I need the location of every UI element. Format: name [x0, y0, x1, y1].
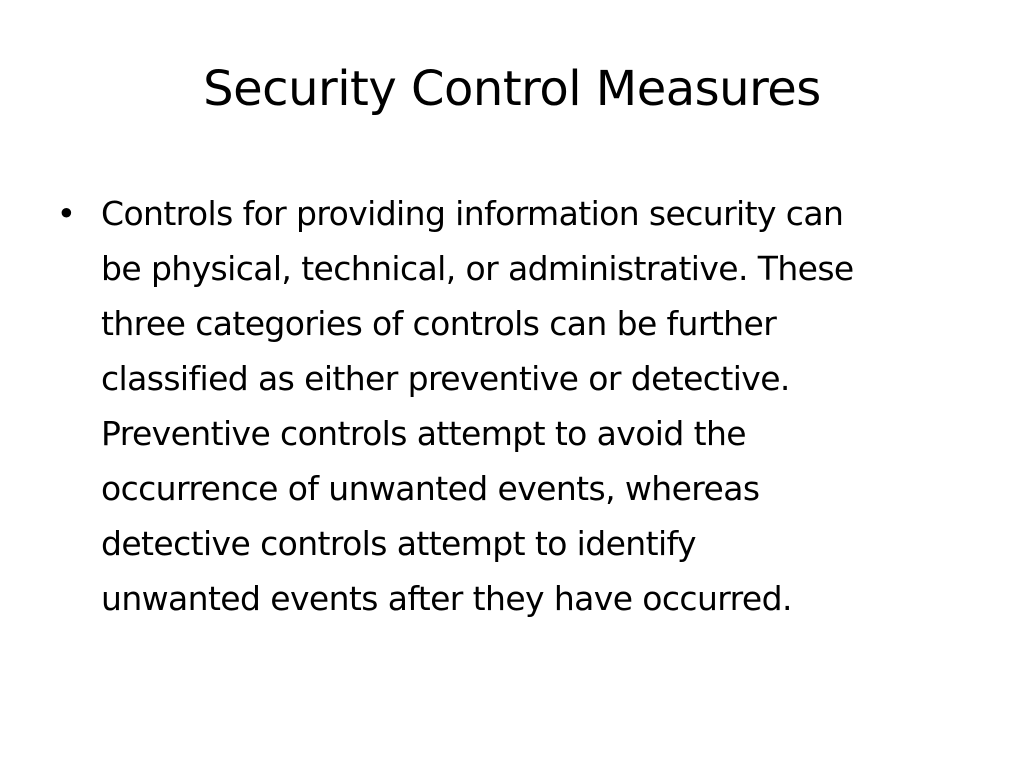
bullet-text-line: classified as either preventive or detective. — [101, 359, 790, 398]
slide-title: Security Control Measures — [203, 61, 821, 117]
bullet-text-line: unwanted events after they have occurred. — [101, 579, 792, 618]
slide-body — [56, 186, 976, 626]
bullet-text-line: Preventive controls attempt to avoid the — [101, 414, 746, 453]
bullet-text-line: detective controls attempt to identify — [101, 524, 696, 563]
bullet-item — [56, 186, 976, 626]
bullet-marker: • — [56, 194, 76, 233]
bullet-text-line: be physical, technical, or administrative. These — [101, 249, 854, 288]
bullet-text-line: occurrence of unwanted events, whereas — [101, 469, 760, 508]
bullet-text-line: three categories of controls can be further — [101, 304, 777, 343]
bullet-text-line: Controls for providing information security can — [101, 194, 844, 233]
